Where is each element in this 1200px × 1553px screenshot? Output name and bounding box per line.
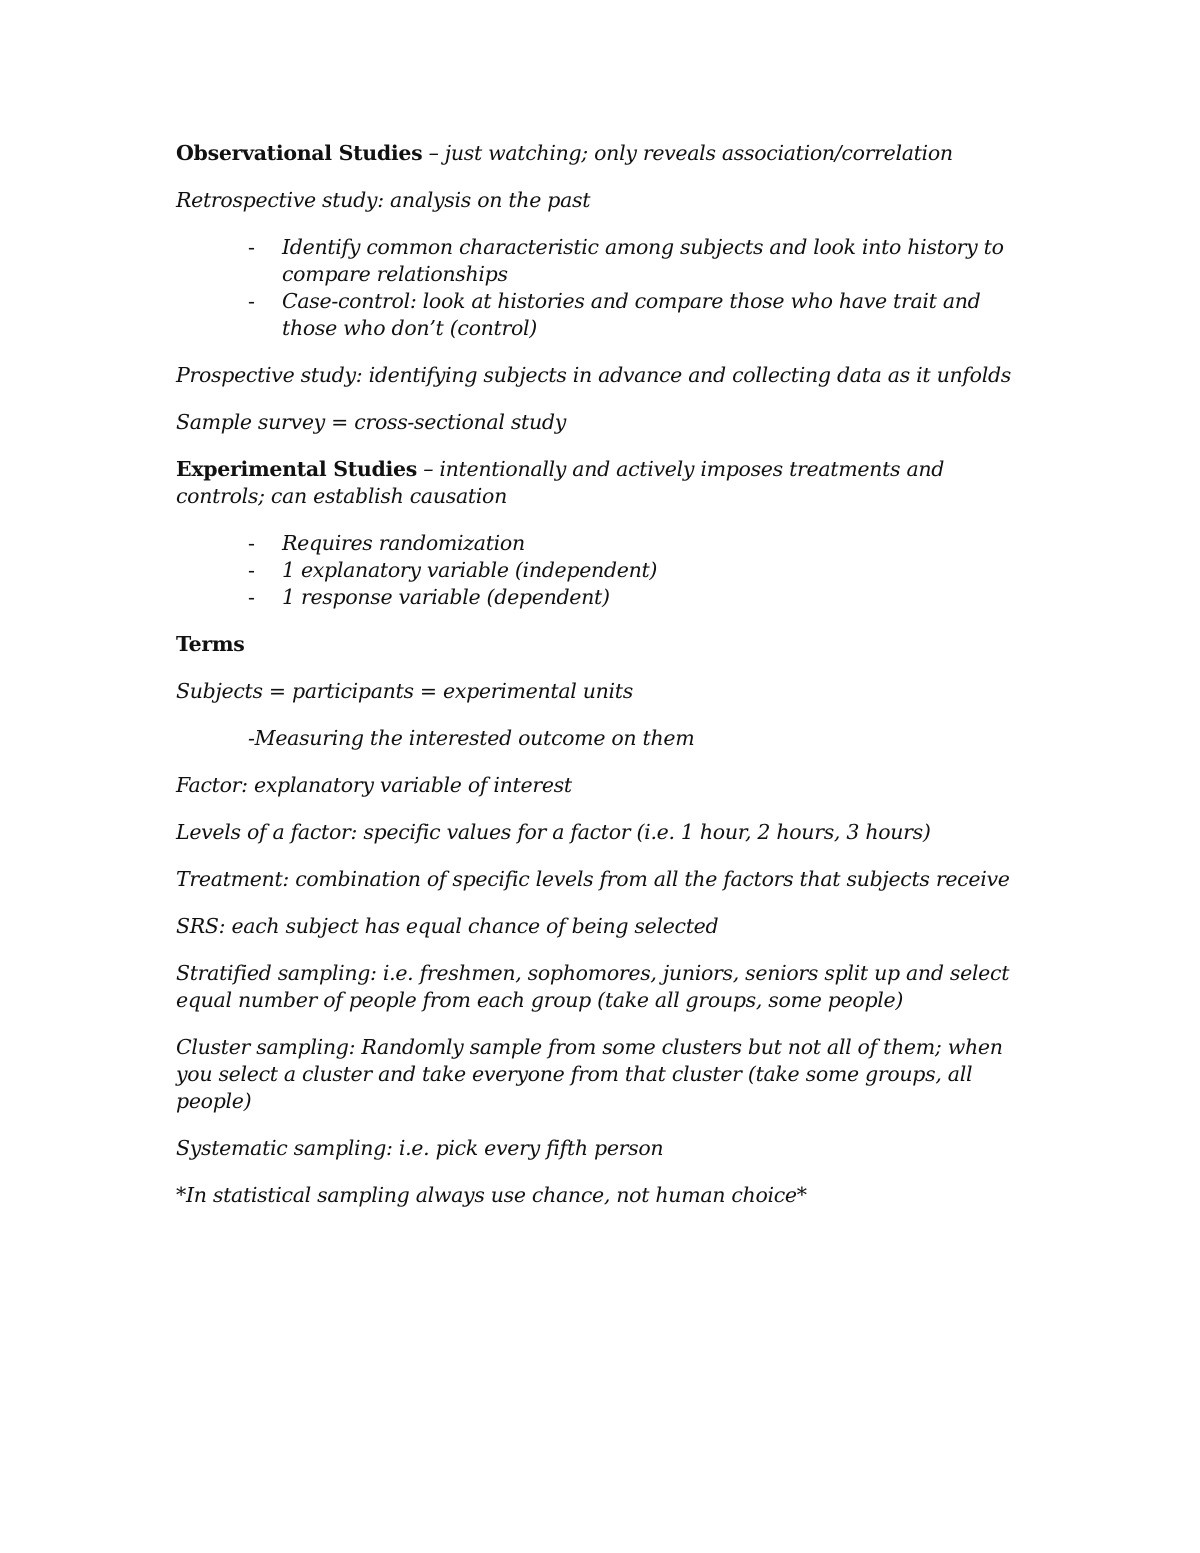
list-item-text: 1 explanatory variable (independent) (282, 558, 658, 582)
terms-subjects: Subjects = participants = experimental units (176, 679, 633, 703)
dash-marker: - (248, 235, 255, 259)
list-item-text: 1 response variable (dependent) (282, 585, 610, 609)
list-item (176, 288, 1036, 342)
terms-subjects-note: -Measuring the interested outcome on them (248, 726, 695, 750)
list-item (176, 530, 1036, 557)
experimental-studies-line (176, 456, 1036, 510)
dash-marker: - (248, 531, 255, 555)
retrospective-study: Retrospective study: analysis on the past (176, 188, 591, 212)
document-page (176, 140, 1036, 1229)
terms-stratified: Stratified sampling: i.e. freshmen, sophomores, juniors, seniors split up and select equal number of people from each group (take all groups, some people) (176, 961, 1010, 1012)
observational-studies-title: Observational Studies (176, 141, 423, 165)
observational-studies-line (176, 140, 1036, 167)
terms-note: *In statistical sampling always use chance, not human choice* (176, 1183, 807, 1207)
terms-treatment: Treatment: combination of specific levels from all the factors that subjects receive (176, 867, 1010, 891)
terms-levels: Levels of a factor: specific values for a factor (i.e. 1 hour, 2 hours, 3 hours) (176, 820, 931, 844)
sample-survey: Sample survey = cross-sectional study (176, 410, 566, 434)
experimental-studies-title: Experimental Studies (176, 457, 418, 481)
terms-srs: SRS: each subject has equal chance of being selected (176, 914, 719, 938)
list-item-text: Case-control: look at histories and compare those who have trait and those who don’t (control) (282, 289, 981, 340)
dash-marker: - (248, 558, 255, 582)
terms-cluster: Cluster sampling: Randomly sample from some clusters but not all of them; when you select a cluster and take everyone from that cluster (take some groups, all people) (176, 1035, 1003, 1113)
list-item-text: Requires randomization (282, 531, 525, 555)
dash-marker: - (248, 585, 255, 609)
retrospective-bullets (176, 234, 1036, 342)
terms-systematic: Systematic sampling: i.e. pick every fifth person (176, 1136, 664, 1160)
observational-studies-desc: – just watching; only reveals association/correlation (422, 141, 953, 165)
prospective-study: Prospective study: identifying subjects in advance and collecting data as it unfolds (176, 363, 1012, 387)
dash-marker: - (248, 289, 255, 313)
terms-heading: Terms (176, 632, 245, 656)
terms-factor: Factor: explanatory variable of interest (176, 773, 572, 797)
list-item-text: Identify common characteristic among subjects and look into history to compare relationships (282, 235, 1004, 286)
list-item (176, 557, 1036, 584)
experimental-studies-desc: – intentionally and actively imposes treatments and controls; can establish causation (176, 457, 945, 508)
list-item (176, 234, 1036, 288)
list-item (176, 584, 1036, 611)
experimental-bullets (176, 530, 1036, 611)
